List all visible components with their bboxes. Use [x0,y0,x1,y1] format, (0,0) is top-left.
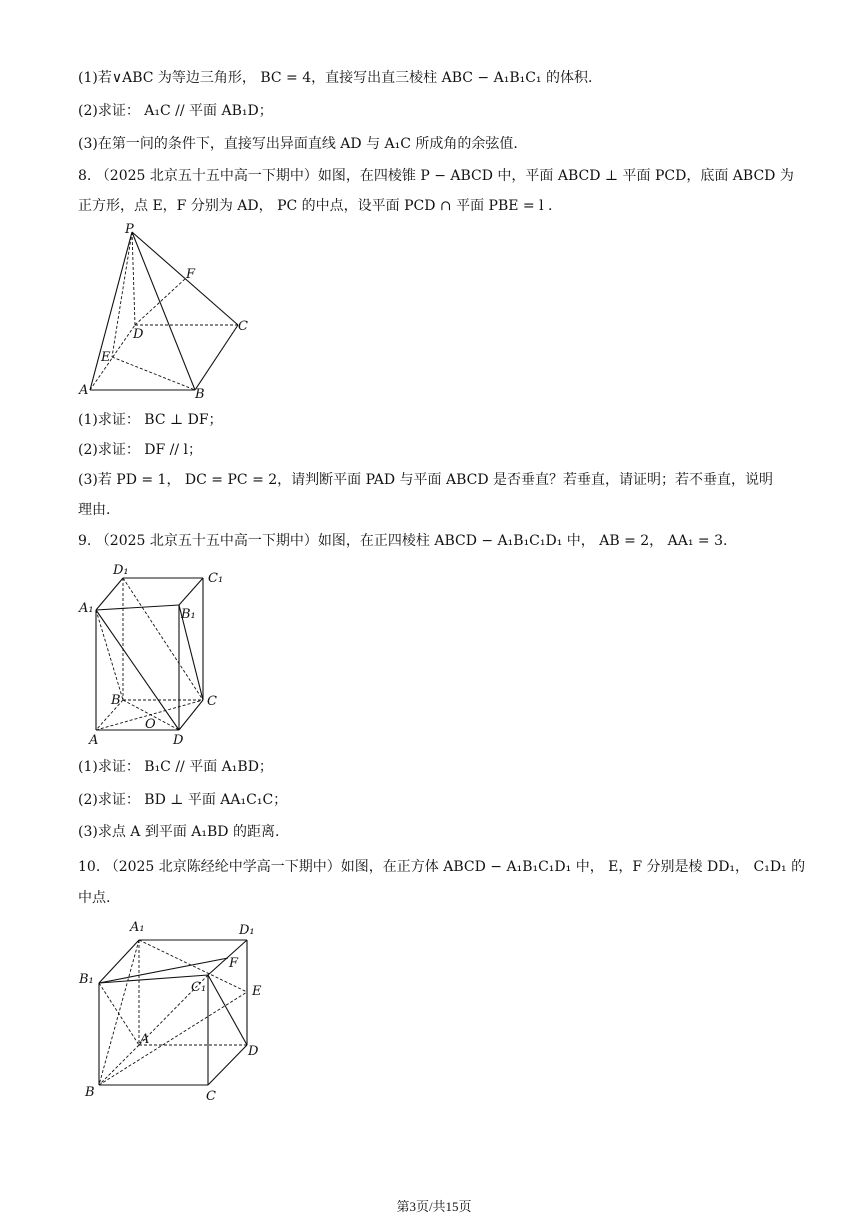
label-D: D [248,1044,259,1059]
label-A: A [89,733,99,748]
line-q7-part3: (3)在第一问的条件下，直接写出异面直线 AD 与 A₁C 所成角的余弦值. [78,136,518,152]
line-q9-part1: (1)求证： B₁C // 平面 A₁BD； [78,759,273,775]
line-q10-stem: 10. （2025 北京陈经纶中学高一下期中）如图，在正方体 ABCD − A₁B₁C₁D₁ 中， E，F 分别是棱 DD₁， C₁D₁ 的 [78,859,806,875]
line-q8-part3: (3)若 PD = 1， DC = PC = 2，请判断平面 PAD 与平面 ABCD 是否垂直？若垂直，请证明；若不垂直，说明 [78,472,774,488]
label-P: P [125,222,134,237]
label-C: C [207,694,217,709]
line-q8-part2: (2)求证： DF // l； [78,442,203,458]
label-B: B [195,387,205,402]
line-q9-part2: (2)求证： BD ⊥ 平面 AA₁C₁C； [78,792,288,808]
label-C: C [238,319,248,334]
figure-pyramid [75,220,265,405]
label-A: A [79,383,89,398]
line-q8-stem: 8. （2025 北京五十五中高一下期中）如图，在四棱锥 P − ABCD 中，平面 ABCD ⊥ 平面 PCD，底面 ABCD 为 [78,168,794,184]
label-D: D [173,733,184,748]
line-q10-stem-cont: 中点. [78,890,111,906]
label-O: O [145,717,156,732]
line-q8-stem-cont: 正方形，点 E，F 分别为 AD， PC 的中点，设平面 PCD ∩ 平面 PBE = l . [78,198,553,214]
label-B1: B₁ [181,607,196,622]
line-q8-part3-cont: 理由. [78,502,111,518]
line-q7-part2: (2)求证： A₁C // 平面 AB₁D； [78,103,273,119]
label-A: A [140,1032,150,1047]
label-E: E [101,350,111,365]
label-F: F [186,267,196,282]
label-A1: A₁ [79,601,94,616]
label-C1: C₁ [208,571,224,586]
label-B1: B₁ [79,972,94,987]
label-B: B [111,693,121,708]
label-C: C [206,1089,216,1104]
label-E: E [252,984,262,999]
line-q9-stem: 9. （2025 北京五十五中高一下期中）如图，在正四棱柱 ABCD − A₁B₁C₁D₁ 中， AB = 2， AA₁ = 3. [78,533,728,549]
figure-prism [75,560,245,750]
label-D1: D₁ [239,923,255,938]
line-q8-part1: (1)求证： BC ⊥ DF； [78,412,223,428]
label-D: D [133,327,144,342]
line-q9-part3: (3)求点 A 到平面 A₁BD 的距离. [78,824,280,840]
label-F: F [229,956,239,971]
line-q7-part1: (1)若∨ABC 为等边三角形， BC = 4，直接写出直三棱柱 ABC − A₁B₁C₁ 的体积. [78,70,593,86]
label-D1: D₁ [113,563,129,578]
label-C1: C₁ [191,980,207,995]
label-A1: A₁ [130,920,145,935]
figure-cube [75,915,280,1110]
page-footer: 第3页/共15页 [396,1199,472,1214]
label-B: B [85,1085,95,1100]
